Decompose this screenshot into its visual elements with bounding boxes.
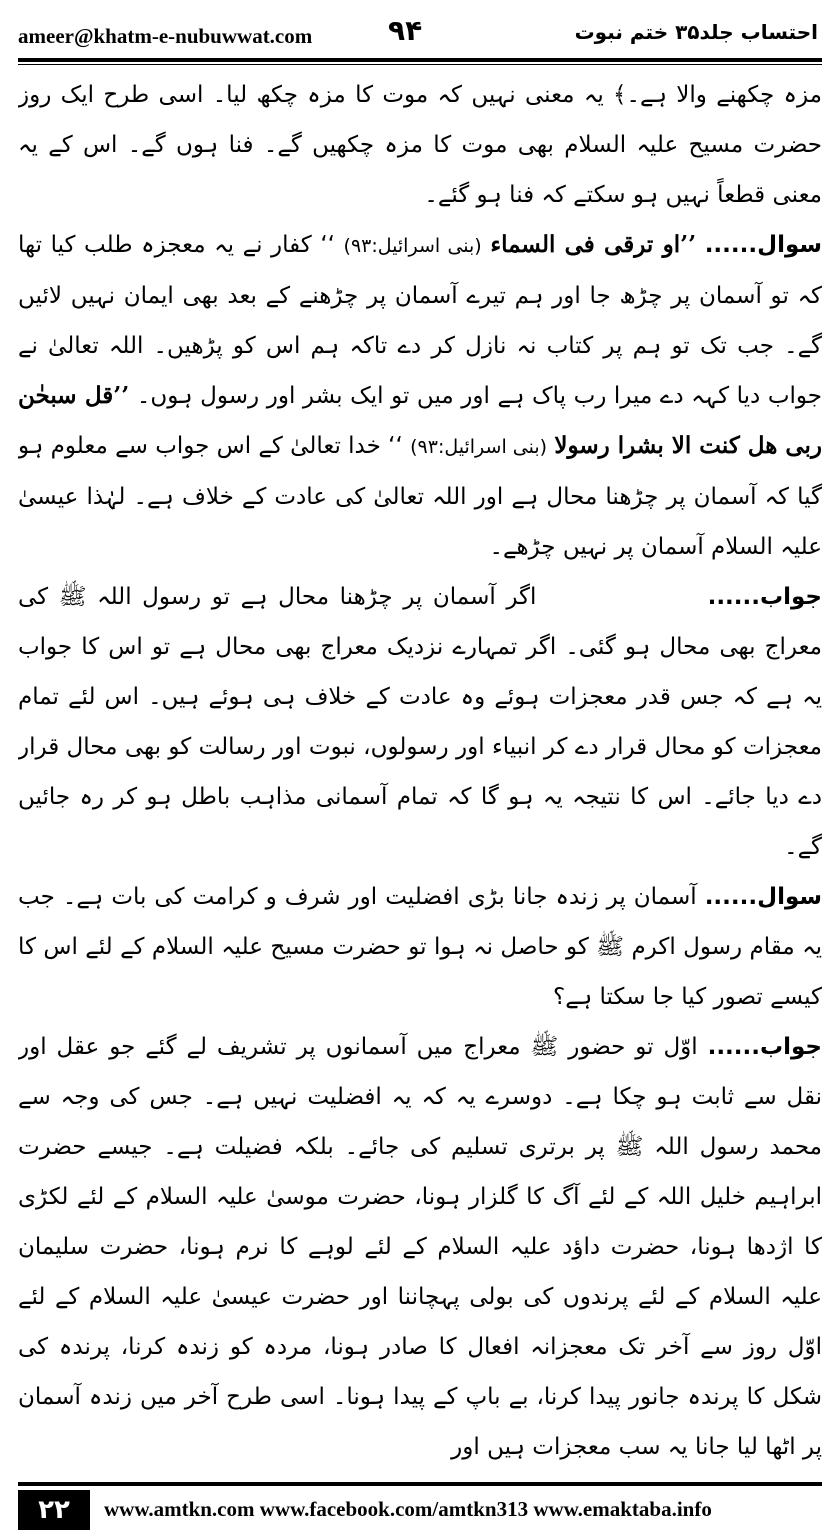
question-label: سوال...... bbox=[704, 884, 822, 910]
answer-label: جواب...... bbox=[707, 1034, 822, 1060]
header-rule bbox=[18, 58, 822, 62]
header-page-number: ۹۴ bbox=[388, 14, 423, 47]
paragraph-text: آسمان پر زندہ جانا بڑی افضلیت اور شرف و کرامت کی بات ہے۔ جب یہ مقام رسول اکرم ﷺ کو حاصل نہ ہوا تو حضرت مسیح علیہ السلام کے لئے اس کا کیسے تصور کیا جا سکتا ہے؟ bbox=[18, 884, 822, 1010]
paragraph-text: اوّل تو حضور ﷺ معراج میں آسمانوں پر تشریف لے گئے جو عقل اور نقل سے ثابت ہو چکا ہے۔ دوسرے یہ کہ یہ افضلیت نہیں ہے۔ جس کی وجہ سے محمد رسول اللہ ﷺ پر برتری تسلیم کی جائے۔ بلکہ فضیلت ہے۔ جیسے حضرت ابراہیم خلیل اللہ کے لئے آگ کا گلزار ہونا، حضرت موسیٰ علیہ السلام کے لئے لکڑی کا اژدھا ہونا، حضرت داؤد علیہ السلام کے لئے لوہے کا نرم ہونا، حضرت سلیمان علیہ السلام کے لئے پرندوں کی بولی پہچاننا اور حضرت عیسیٰ علیہ السلام کے لئے اوّل روز سے آخر تک معجزانہ افعال کا صادر ہونا، مردہ کو زندہ کرنا، پرندہ کی شکل کا پرندہ جانور پیدا کرنا، بے باپ کے پیدا ہونا۔ اسی طرح آخر میں زندہ آسمان پر اٹھا لیا جانا یہ سب معجزات ہیں اور bbox=[18, 1034, 822, 1460]
question-label: سوال...... bbox=[704, 232, 822, 258]
paragraph-text: ‘‘ کفار نے یہ معجزہ طلب کیا تھا کہ تو آسمان پر چڑھ جا اور ہم تیرے آسمان پر چڑھنے کے بعد بھی ایمان نہیں لائیں گے۔ جب تک تو ہم پر کتاب نہ نازل کر دے تاکہ ہم اس کو پڑھیں۔ اللہ تعالیٰ نے جواب دیا کہہ دے میرا رب پاک ہے اور میں تو ایک بشر اور رسول ہوں۔ bbox=[18, 232, 822, 409]
paragraph-text: مزہ چکھنے والا ہے۔﴾ یہ معنی نہیں کہ موت کا مزہ چکھ لیا۔ اسی طرح ایک روز حضرت مسیح علیہ السلام بھی موت کا مزہ چکھیں گے۔ فنا ہوں گے۔ اس کے یہ معنی قطعاً نہیں ہو سکتے کہ فنا ہو گئے۔ bbox=[18, 82, 822, 208]
page-body bbox=[18, 70, 822, 1468]
header-email: ameer@khatm-e-nubuwwat.com bbox=[18, 24, 313, 48]
footer-rule bbox=[18, 1482, 822, 1486]
paragraph bbox=[18, 70, 822, 220]
header-book-title: احتساب جلد۳۵ ختم نبوت bbox=[574, 20, 818, 44]
verse-reference: (بنی اسرائیل:۹۳) bbox=[410, 436, 548, 458]
paragraph-text: ‘‘ خدا تعالیٰ کے اس جواب سے معلوم ہو گیا کہ آسمان پر چڑھنا محال ہے اور اللہ تعالیٰ کی عادت کے خلاف ہے۔ لہٰذا عیسیٰ علیہ السلام آسمان پر نہیں چڑھے۔ bbox=[18, 433, 822, 560]
paragraph bbox=[18, 872, 822, 1022]
verse-quote: ’’قل سبحٰن ربی هل كنت الا بشرا رسولا bbox=[18, 382, 822, 459]
page-footer bbox=[18, 1490, 822, 1532]
answer-label: جواب...... bbox=[707, 584, 822, 610]
paragraph bbox=[18, 1022, 822, 1468]
verse-quote: ’’او ترقی فی السماء bbox=[490, 231, 697, 258]
paragraph bbox=[18, 220, 822, 572]
header-rule-thin bbox=[18, 64, 822, 65]
page-header bbox=[18, 12, 822, 58]
verse-reference: (بنی اسرائیل:۹۳) bbox=[343, 235, 482, 257]
paragraph bbox=[18, 572, 822, 872]
paragraph-text: اگر آسمان پر چڑھنا محال ہے تو رسول اللہ ﷺ کی معراج بھی محال ہو گئی۔ اگر تمہارے نزدیک معراج بھی محال ہے تو اس کا جواب یہ ہے کہ جس قدر معجزات ہوئے وہ عادت کے خلاف ہی ہوئے ہیں۔ اس لئے تمام معجزات کو محال قرار دے کر انبیاء اور رسولوں، نبوت اور رسالت کو بھی محال قرار دے دیا جائے۔ اس کا نتیجہ یہ ہو گا کہ تمام آسمانی مذاہب باطل ہو کر رہ جائیں گے۔ bbox=[18, 584, 822, 860]
footer-website-links: www.amtkn.com www.facebook.com/amtkn313 www.emaktaba.info bbox=[104, 1497, 712, 1521]
footer-folio-number: ۲۲ bbox=[18, 1490, 90, 1530]
